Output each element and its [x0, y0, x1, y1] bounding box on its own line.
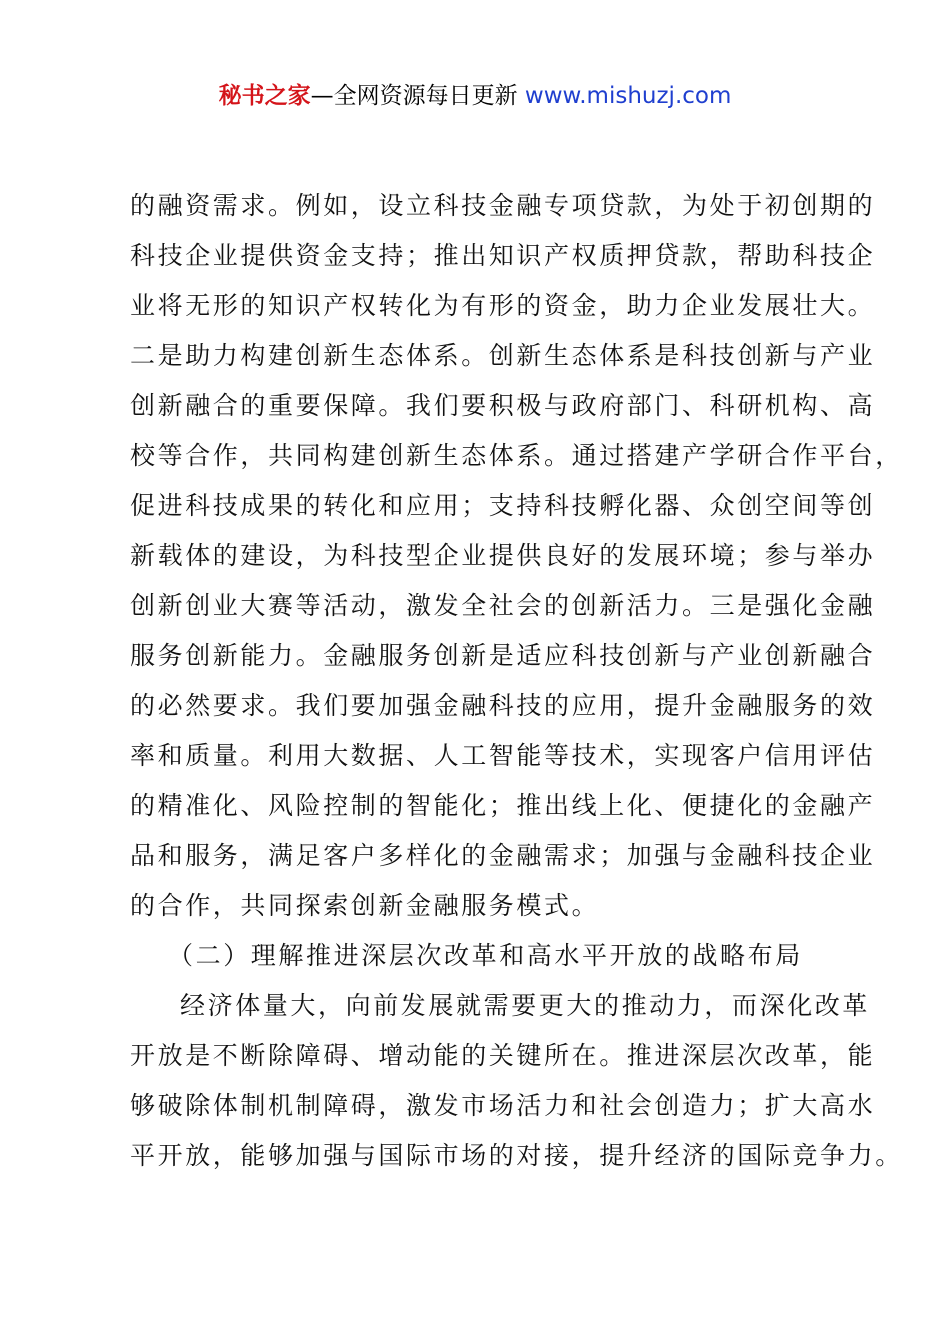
body-line: 创新创业大赛等活动，激发全社会的创新活力。三是强化金融 [130, 591, 876, 620]
body-line: 二是助力构建创新生态体系。创新生态体系是科技创新与产业 [130, 341, 876, 370]
body-line: 创新融合的重要保障。我们要积极与政府部门、科研机构、高 [130, 391, 876, 420]
header-brand: 秘书之家 [218, 83, 311, 109]
section-heading: （二）理解推进深层次改革和高水平开放的战略布局 [168, 941, 803, 970]
body-line: 品和服务，满足客户多样化的金融需求；加强与金融科技企业 [130, 841, 876, 870]
body-line: 开放是不断除障碍、增动能的关键所在。推进深层次改革，能 [130, 1041, 876, 1070]
body-line: 率和质量。利用大数据、人工智能等技术，实现客户信用评估 [130, 741, 876, 770]
body-line: 平开放，能够加强与国际市场的对接，提升经济的国际竞争力。 [130, 1141, 903, 1170]
body-line: 的合作，共同探索创新金融服务模式。 [130, 891, 600, 920]
body-line: 够破除体制机制障碍，激发市场活力和社会创造力；扩大高水 [130, 1091, 876, 1120]
body-line: 的必然要求。我们要加强金融科技的应用，提升金融服务的效 [130, 691, 876, 720]
body-line: 的融资需求。例如，设立科技金融专项贷款，为处于初创期的 [130, 191, 876, 220]
header-tagline: —全网资源每日更新 [310, 83, 525, 109]
paragraph-first-line: 经济体量大，向前发展就需要更大的推动力，而深化改革 [180, 991, 871, 1020]
body-line: 新载体的建设，为科技型企业提供良好的发展环境；参与举办 [130, 541, 876, 570]
header-site-link[interactable]: www.mishuzj.com [524, 83, 732, 109]
page-header [0, 80, 950, 112]
body-line: 促进科技成果的转化和应用；支持科技孵化器、众创空间等创 [130, 491, 876, 520]
body-line: 科技企业提供资金支持；推出知识产权质押贷款，帮助科技企 [130, 241, 876, 270]
body-line: 业将无形的知识产权转化为有形的资金，助力企业发展壮大。 [130, 291, 876, 320]
body-line: 校等合作，共同构建创新生态体系。通过搭建产学研合作平台， [130, 441, 903, 470]
document-body [130, 181, 903, 1181]
body-line: 的精准化、风险控制的智能化；推出线上化、便捷化的金融产 [130, 791, 876, 820]
body-line: 服务创新能力。金融服务创新是适应科技创新与产业创新融合 [130, 641, 876, 670]
